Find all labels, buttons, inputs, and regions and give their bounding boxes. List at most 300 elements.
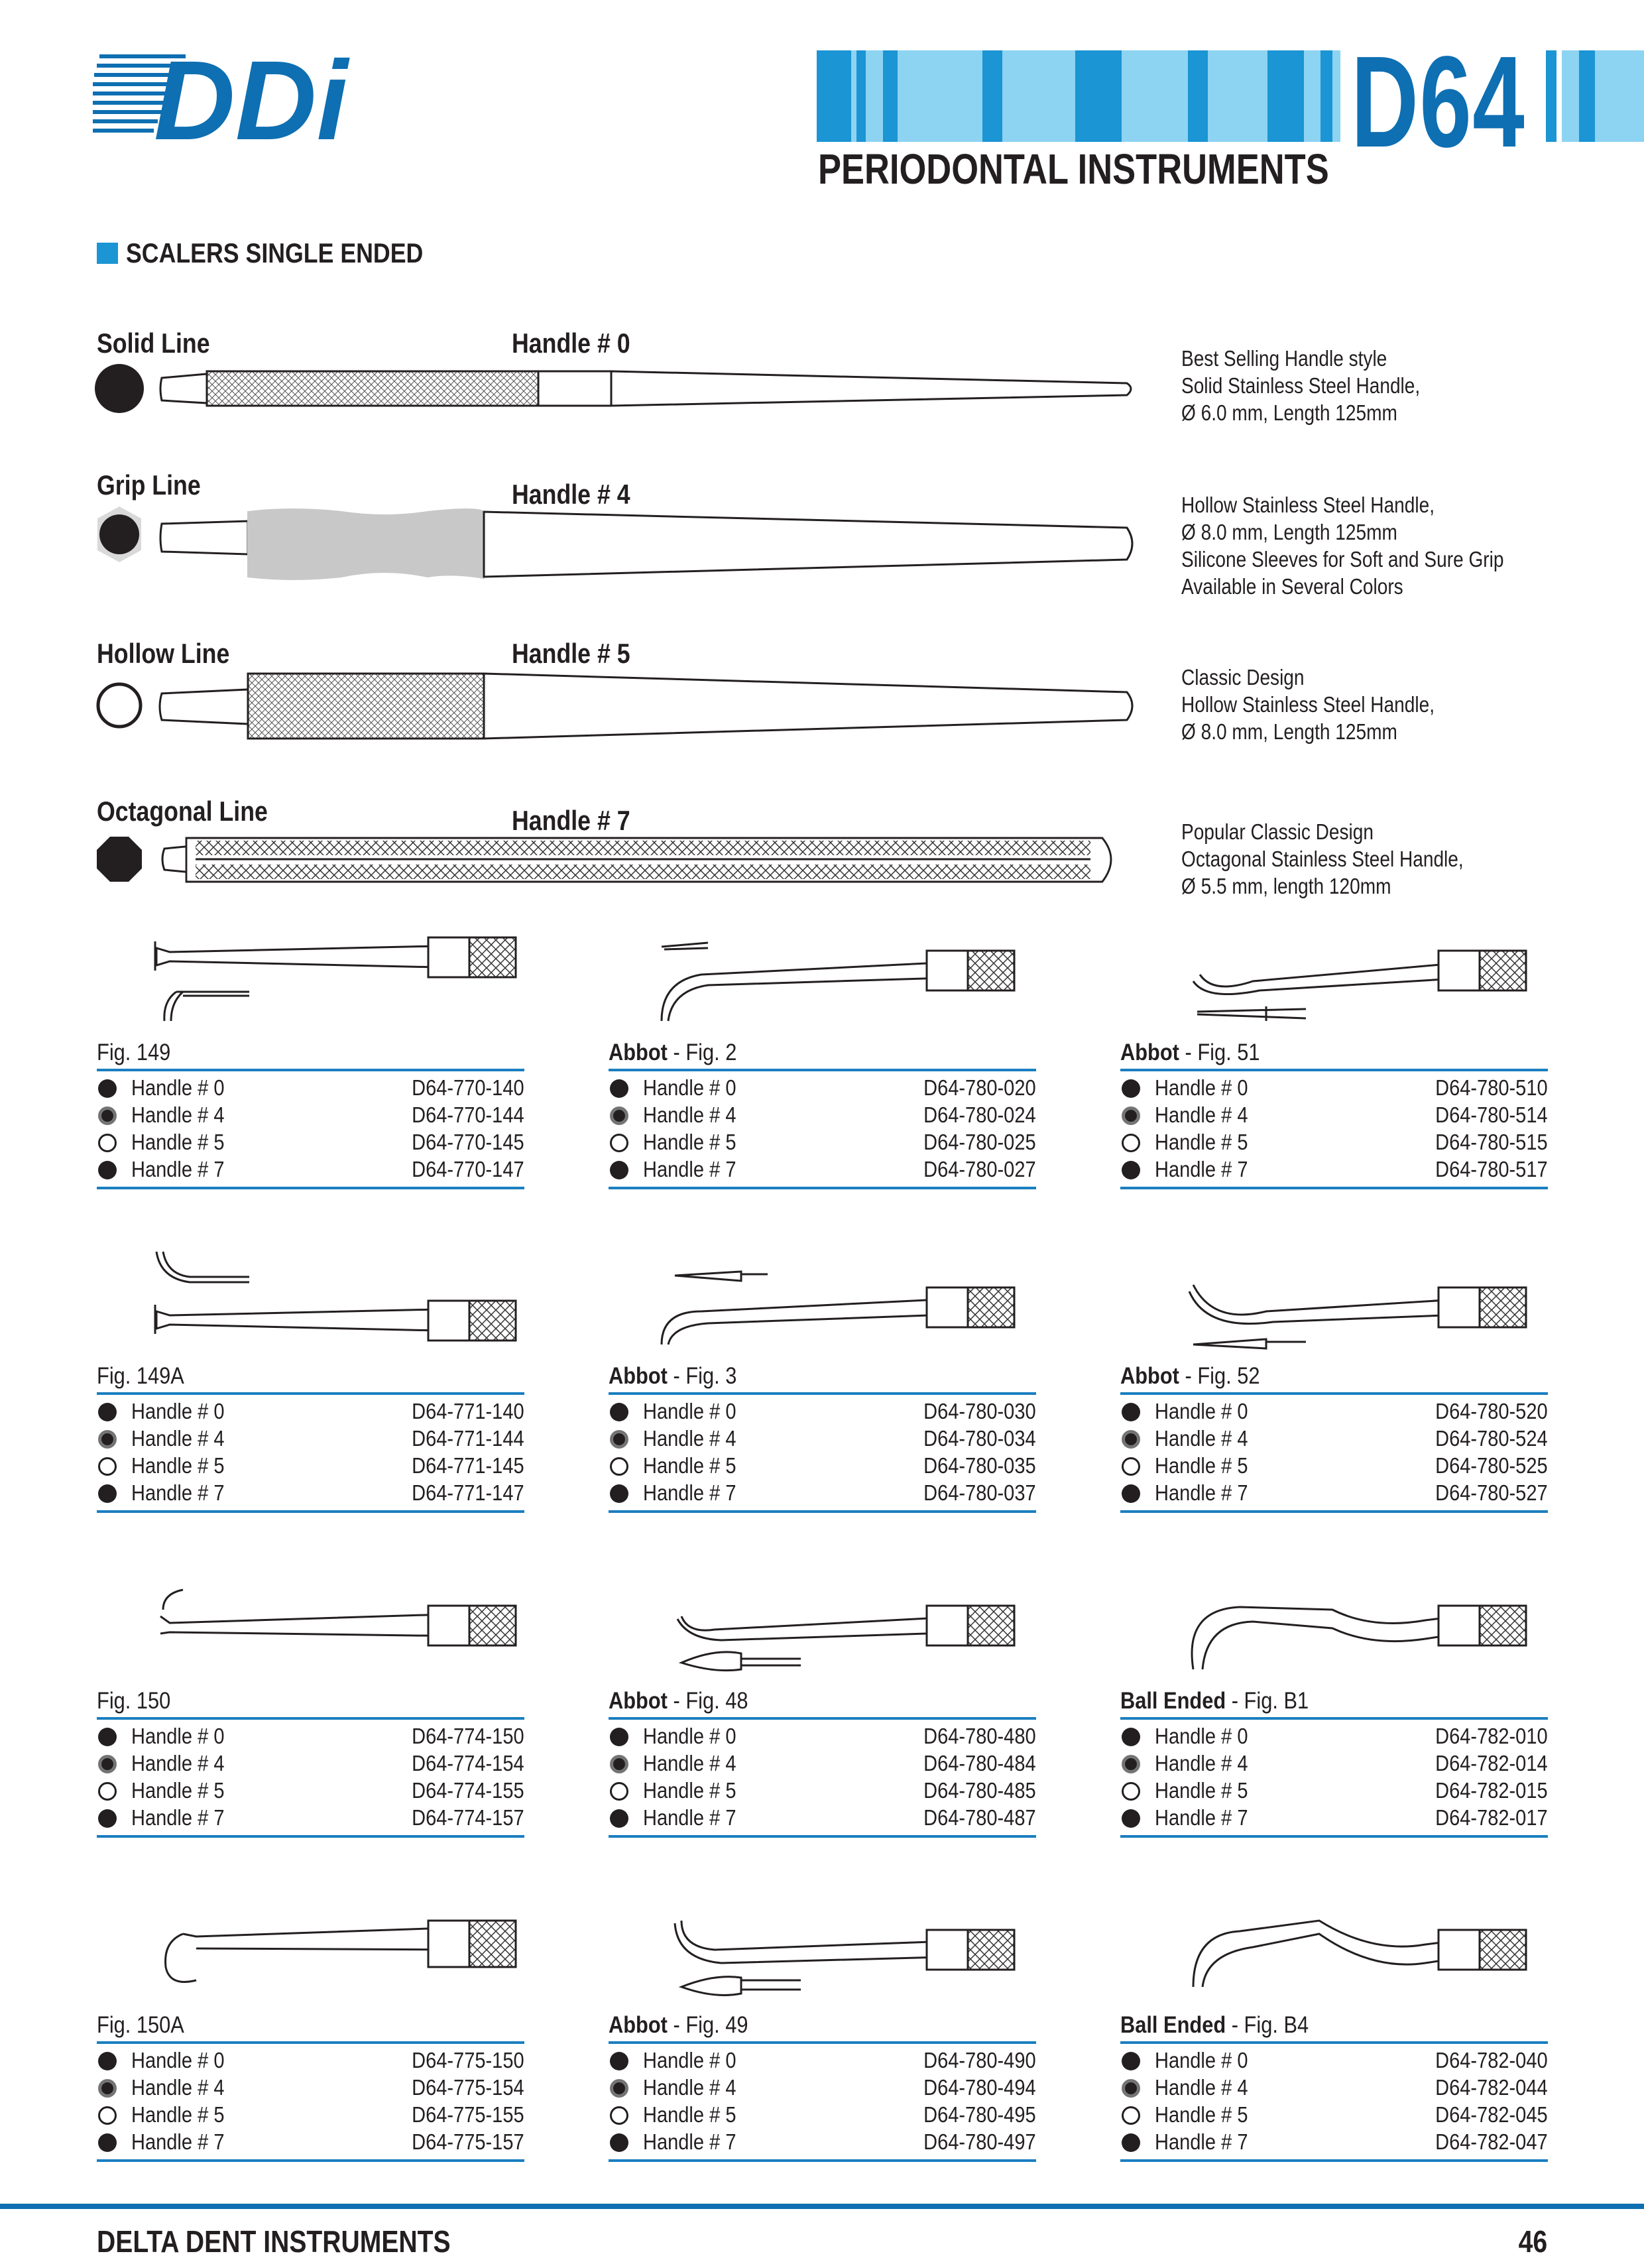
footer-bar [0, 2204, 1644, 2209]
logo-text: DDi [154, 46, 348, 146]
variant-row [97, 1778, 524, 1805]
instrument-illustration [1120, 1245, 1548, 1351]
variant-row [609, 1103, 1036, 1130]
product-figure: - Fig. B1 [1226, 1688, 1309, 1714]
title-rule [609, 1392, 1036, 1395]
handle-type-icon [1122, 1457, 1140, 1476]
handle-type-icon [610, 2133, 628, 2152]
product-code: D64-780-497 [923, 2129, 1036, 2154]
handle-type-icon [610, 1809, 628, 1828]
catalog-title: PERIODONTAL INSTRUMENTS [818, 145, 1329, 193]
handle-type-icon [610, 1134, 628, 1152]
handle-type-icon [98, 2106, 117, 2125]
bottom-rule [97, 2159, 524, 2162]
handle-type-icon [98, 1809, 117, 1828]
variant-row [609, 2102, 1036, 2129]
handle-type-icon [610, 1728, 628, 1746]
handle-desc-line: Silicone Sleeves for Soft and Sure Grip [1181, 547, 1504, 571]
instrument-illustration [97, 922, 524, 1028]
variant-handle: Handle # 0 [1155, 1075, 1248, 1100]
bottom-rule [97, 1835, 524, 1838]
variant-handle: Handle # 7 [643, 2129, 736, 2154]
variant-handle: Handle # 5 [1155, 1778, 1248, 1803]
handle-type-icon [1122, 2133, 1140, 2152]
product-code: D64-774-150 [412, 1724, 524, 1748]
product-code: D64-780-484 [923, 1751, 1036, 1775]
page-number: 46 [1518, 2224, 1547, 2259]
handle-type-icon [610, 2106, 628, 2125]
handle-type-icon [610, 2079, 628, 2098]
variant-row [609, 1480, 1036, 1508]
handle-7-drawing [93, 829, 1147, 888]
section-marker [97, 243, 118, 264]
handle-label-0: Handle # 0 [512, 328, 630, 359]
variant-handle: Handle # 4 [643, 1103, 736, 1127]
variant-handle: Handle # 4 [131, 1103, 225, 1127]
product-title [609, 2012, 748, 2039]
section-title: SCALERS SINGLE ENDED [126, 237, 424, 269]
product-figure: - Fig. 51 [1179, 1040, 1260, 1065]
variant-row [609, 1805, 1036, 1832]
product-title [97, 1688, 170, 1714]
handle-type-icon [610, 1782, 628, 1801]
title-rule [609, 1069, 1036, 1071]
product-code: D64-780-037 [923, 1480, 1036, 1505]
variant-list [609, 2048, 1036, 2157]
title-rule [1120, 1717, 1548, 1720]
instrument-illustration [97, 1570, 524, 1676]
product-figure: - Fig. 3 [667, 1363, 737, 1389]
variant-row [1120, 2075, 1548, 2102]
variant-handle: Handle # 5 [1155, 1453, 1248, 1478]
variant-handle: Handle # 4 [643, 2075, 736, 2100]
variant-row [97, 1805, 524, 1832]
product-title [97, 1040, 170, 1066]
handle-desc-line: Hollow Stainless Steel Handle, [1181, 692, 1435, 717]
variant-list [97, 1724, 524, 1832]
product-code: D64-771-144 [412, 1426, 524, 1451]
product-code: D64-782-040 [1435, 2048, 1548, 2072]
octagonal-line-icon [97, 837, 142, 882]
title-rule [97, 2041, 524, 2044]
handle-5-drawing [93, 670, 1147, 743]
product-code: D64-780-027 [923, 1157, 1036, 1181]
title-rule [97, 1392, 524, 1395]
handle-desc-line: Available in Several Colors [1181, 574, 1403, 599]
variant-list [1120, 1075, 1548, 1184]
product-code: D64-774-154 [412, 1751, 524, 1775]
product-code: D64-780-025 [923, 1130, 1036, 1154]
solid-line-icon [95, 364, 144, 413]
handle-type-icon [610, 1403, 628, 1421]
product-title [609, 1688, 748, 1714]
product-code: D64-774-155 [412, 1778, 524, 1803]
variant-handle: Handle # 0 [131, 1075, 225, 1100]
variant-row [97, 2129, 524, 2157]
handle-type-icon [1122, 1430, 1140, 1449]
product-code: D64-782-044 [1435, 2075, 1548, 2100]
variant-list [609, 1724, 1036, 1832]
product-code: D64-780-034 [923, 1426, 1036, 1451]
variant-handle: Handle # 4 [643, 1751, 736, 1775]
variant-row [97, 2102, 524, 2129]
product-code: D64-780-030 [923, 1399, 1036, 1423]
variant-handle: Handle # 7 [131, 1805, 225, 1830]
bottom-rule [1120, 1510, 1548, 1513]
variant-row [1120, 1103, 1548, 1130]
product-series: Ball Ended [1120, 2012, 1226, 2038]
bottom-rule [1120, 1835, 1548, 1838]
variant-row [97, 1426, 524, 1453]
product-series: Ball Ended [1120, 1688, 1226, 1714]
handle-desc-line: Solid Stainless Steel Handle, [1181, 373, 1421, 398]
variant-row [1120, 1778, 1548, 1805]
variant-row [1120, 1426, 1548, 1453]
handle-type-icon [1122, 1728, 1140, 1746]
product-series: Abbot [609, 1688, 668, 1714]
variant-handle: Handle # 0 [643, 2048, 736, 2072]
handle-desc-line: Ø 8.0 mm, Length 125mm [1181, 719, 1397, 744]
product-code: D64-775-150 [412, 2048, 524, 2072]
variant-list [1120, 2048, 1548, 2157]
variant-row [609, 1751, 1036, 1778]
handle-type-icon [98, 1755, 117, 1773]
product-code: D64-775-154 [412, 2075, 524, 2100]
variant-handle: Handle # 7 [131, 2129, 225, 2154]
variant-handle: Handle # 0 [131, 2048, 225, 2072]
variant-handle: Handle # 0 [643, 1399, 736, 1423]
handle-type-icon [1122, 1403, 1140, 1421]
variant-row [1120, 1157, 1548, 1184]
variant-row [609, 1453, 1036, 1480]
variant-handle: Handle # 4 [1155, 1426, 1248, 1451]
handle-label-4: Handle # 4 [512, 479, 630, 510]
handle-type-icon [98, 1161, 117, 1179]
handle-type-icon [1122, 1809, 1140, 1828]
handle-desc-line: Ø 8.0 mm, Length 125mm [1181, 520, 1397, 544]
variant-handle: Handle # 5 [131, 1453, 225, 1478]
variant-list [1120, 1724, 1548, 1832]
variant-row [609, 2048, 1036, 2075]
handle-type-icon [98, 1457, 117, 1476]
handle-desc-line: Ø 6.0 mm, Length 125mm [1181, 400, 1397, 425]
variant-row [1120, 1130, 1548, 1157]
handle-type-icon [98, 1484, 117, 1503]
variant-handle: Handle # 5 [643, 1778, 736, 1803]
product-series: Abbot [609, 1040, 668, 1065]
variant-handle: Handle # 0 [131, 1724, 225, 1748]
product-code: D64-771-140 [412, 1399, 524, 1423]
handle-label-5: Handle # 5 [512, 638, 630, 669]
product-code: D64-782-045 [1435, 2102, 1548, 2127]
variant-row [97, 1399, 524, 1426]
bottom-rule [97, 1187, 524, 1189]
instrument-illustration [1120, 1894, 1548, 2000]
variant-row [1120, 1480, 1548, 1508]
variant-handle: Handle # 4 [1155, 1751, 1248, 1775]
product-code: D64-770-145 [412, 1130, 524, 1154]
variant-list [609, 1075, 1036, 1184]
product-figure: - Fig. 48 [667, 1688, 748, 1714]
variant-row [609, 2075, 1036, 2102]
product-series: Abbot [1120, 1363, 1179, 1389]
instrument-illustration [609, 1894, 1036, 2000]
product-code: D64-780-520 [1435, 1399, 1548, 1423]
handle-type-icon [610, 1755, 628, 1773]
variant-handle: Handle # 7 [1155, 2129, 1248, 2154]
variant-handle: Handle # 4 [131, 1751, 225, 1775]
handle-type-icon [1122, 2052, 1140, 2070]
product-code: D64-780-490 [923, 2048, 1036, 2072]
product-code: D64-771-145 [412, 1453, 524, 1478]
hollow-line-icon [98, 684, 141, 727]
bottom-rule [1120, 1187, 1548, 1189]
handle-type-icon [1122, 1755, 1140, 1773]
variant-handle: Handle # 4 [1155, 2075, 1248, 2100]
variant-handle: Handle # 5 [643, 1453, 736, 1478]
variant-handle: Handle # 4 [643, 1426, 736, 1451]
product-series: Abbot [609, 1363, 668, 1389]
variant-list [97, 1399, 524, 1508]
product-code: D64-782-010 [1435, 1724, 1548, 1748]
product-title [609, 1363, 736, 1390]
product-code: D64-780-020 [923, 1075, 1036, 1100]
handle-type-icon [1122, 1484, 1140, 1503]
handle-type-icon [98, 1430, 117, 1449]
handle-type-icon [610, 1106, 628, 1125]
variant-row [1120, 1805, 1548, 1832]
product-code: D64-780-024 [923, 1103, 1036, 1127]
variant-handle: Handle # 7 [131, 1157, 225, 1181]
variant-handle: Handle # 0 [1155, 2048, 1248, 2072]
variant-handle: Handle # 4 [131, 2075, 225, 2100]
variant-handle: Handle # 7 [1155, 1157, 1248, 1181]
bottom-rule [97, 1510, 524, 1513]
line-name-hollow: Hollow Line [97, 638, 230, 669]
handle-desc-line: Octagonal Stainless Steel Handle, [1181, 847, 1464, 871]
variant-row [609, 1075, 1036, 1103]
handle-type-icon [610, 2052, 628, 2070]
variant-row [97, 1157, 524, 1184]
handle-desc-line: Best Selling Handle style [1181, 346, 1387, 371]
product-title [609, 1040, 736, 1066]
product-figure: - Fig. B4 [1226, 2012, 1309, 2038]
variant-handle: Handle # 0 [131, 1399, 225, 1423]
variant-handle: Handle # 5 [643, 1130, 736, 1154]
variant-row [97, 1724, 524, 1751]
footer-company: DELTA DENT INSTRUMENTS [97, 2224, 451, 2259]
variant-row [1120, 1453, 1548, 1480]
product-code: D64-782-015 [1435, 1778, 1548, 1803]
instrument-illustration [609, 922, 1036, 1028]
variant-row [97, 2075, 524, 2102]
handle-type-icon [98, 2079, 117, 2098]
handle-type-icon [1122, 2079, 1140, 2098]
variant-handle: Handle # 0 [643, 1724, 736, 1748]
handle-type-icon [1122, 1134, 1140, 1152]
variant-handle: Handle # 0 [643, 1075, 736, 1100]
bottom-rule [609, 2159, 1036, 2162]
variant-row [97, 1751, 524, 1778]
handle-type-icon [98, 1106, 117, 1125]
variant-row [609, 1399, 1036, 1426]
title-rule [97, 1717, 524, 1720]
instrument-illustration [1120, 1570, 1548, 1676]
handle-type-icon [1122, 1079, 1140, 1098]
variant-handle: Handle # 5 [1155, 1130, 1248, 1154]
product-code: D64-780-035 [923, 1453, 1036, 1478]
handle-type-icon [1122, 2106, 1140, 2125]
handle-label-7: Handle # 7 [512, 805, 630, 836]
handle-type-icon [610, 1484, 628, 1503]
handle-desc-line: Hollow Stainless Steel Handle, [1181, 493, 1435, 517]
variant-row [609, 2129, 1036, 2157]
product-code: D64-770-144 [412, 1103, 524, 1127]
product-code: D64-780-510 [1435, 1075, 1548, 1100]
variant-list [97, 1075, 524, 1184]
product-figure: Fig. 150A [97, 2012, 184, 2038]
product-code: D64-780-515 [1435, 1130, 1548, 1154]
product-code: D64-780-480 [923, 1724, 1036, 1748]
product-title [1120, 1363, 1260, 1390]
handle-type-icon [610, 1457, 628, 1476]
variant-handle: Handle # 7 [643, 1157, 736, 1181]
variant-row [1120, 1724, 1548, 1751]
variant-list [1120, 1399, 1548, 1508]
variant-row [1120, 2048, 1548, 2075]
handle-desc-line: Popular Classic Design [1181, 819, 1374, 844]
bottom-rule [609, 1835, 1036, 1838]
bottom-rule [1120, 2159, 1548, 2162]
handle-desc-line: Classic Design [1181, 665, 1305, 689]
variant-row [1120, 2102, 1548, 2129]
variant-row [97, 1453, 524, 1480]
title-rule [1120, 1392, 1548, 1395]
product-series: Abbot [609, 2012, 668, 2038]
variant-row [609, 1426, 1036, 1453]
variant-row [1120, 1075, 1548, 1103]
title-rule [1120, 2041, 1548, 2044]
product-code: D64-780-487 [923, 1805, 1036, 1830]
handle-4-drawing [93, 504, 1147, 583]
line-name-solid: Solid Line [97, 328, 210, 359]
product-code: D64-780-527 [1435, 1480, 1548, 1505]
product-code: D64-775-157 [412, 2129, 524, 2154]
title-rule [609, 2041, 1036, 2044]
variant-row [1120, 2129, 1548, 2157]
variant-handle: Handle # 7 [131, 1480, 225, 1505]
product-figure: Fig. 149A [97, 1363, 184, 1389]
handle-desc-line: Ø 5.5 mm, length 120mm [1181, 874, 1391, 898]
title-rule [609, 1717, 1036, 1720]
product-code: D64-770-147 [412, 1157, 524, 1181]
variant-row [1120, 1399, 1548, 1426]
handle-type-icon [1122, 1161, 1140, 1179]
handle-type-icon [98, 1134, 117, 1152]
line-name-grip: Grip Line [97, 469, 201, 501]
product-code: D64-774-157 [412, 1805, 524, 1830]
variant-handle: Handle # 5 [131, 1778, 225, 1803]
product-code: D64-770-140 [412, 1075, 524, 1100]
bottom-rule [609, 1187, 1036, 1189]
title-rule [97, 1069, 524, 1071]
ddi-logo [93, 46, 351, 146]
product-code: D64-780-495 [923, 2102, 1036, 2127]
instrument-illustration [609, 1570, 1036, 1676]
variant-row [97, 1130, 524, 1157]
handle-type-icon [98, 2133, 117, 2152]
line-name-octagonal: Octagonal Line [97, 796, 268, 827]
handle-type-icon [98, 2052, 117, 2070]
variant-handle: Handle # 7 [643, 1805, 736, 1830]
variant-row [609, 1157, 1036, 1184]
product-code: D64-780-494 [923, 2075, 1036, 2100]
variant-handle: Handle # 5 [1155, 2102, 1248, 2127]
handle-type-icon [98, 1403, 117, 1421]
product-series: Abbot [1120, 1040, 1179, 1065]
variant-row [609, 1724, 1036, 1751]
variant-handle: Handle # 7 [1155, 1805, 1248, 1830]
product-code: D64-780-525 [1435, 1453, 1548, 1478]
product-title [1120, 1688, 1309, 1714]
variant-handle: Handle # 4 [131, 1426, 225, 1451]
handle-type-icon [98, 1782, 117, 1801]
handle-type-icon [610, 1079, 628, 1098]
variant-row [609, 1130, 1036, 1157]
product-code: D64-775-155 [412, 2102, 524, 2127]
product-code: D64-782-014 [1435, 1751, 1548, 1775]
handle-type-icon [1122, 1106, 1140, 1125]
variant-row [1120, 1751, 1548, 1778]
variant-handle: Handle # 5 [131, 1130, 225, 1154]
variant-handle: Handle # 7 [1155, 1480, 1248, 1505]
instrument-illustration [97, 1245, 524, 1351]
handle-type-icon [98, 1079, 117, 1098]
variant-handle: Handle # 7 [643, 1480, 736, 1505]
variant-list [609, 1399, 1036, 1508]
variant-handle: Handle # 0 [1155, 1724, 1248, 1748]
variant-handle: Handle # 5 [131, 2102, 225, 2127]
variant-handle: Handle # 4 [1155, 1103, 1248, 1127]
handle-0-drawing [93, 358, 1147, 418]
variant-row [97, 2048, 524, 2075]
instrument-illustration [1120, 922, 1548, 1028]
product-figure: - Fig. 52 [1179, 1363, 1260, 1389]
product-figure: - Fig. 2 [667, 1040, 737, 1065]
instrument-illustration [609, 1245, 1036, 1351]
variant-row [97, 1480, 524, 1508]
product-code: D64-780-517 [1435, 1157, 1548, 1181]
variant-row [609, 1778, 1036, 1805]
product-figure: - Fig. 49 [667, 2012, 748, 2038]
product-figure: Fig. 150 [97, 1688, 171, 1714]
variant-row [97, 1103, 524, 1130]
product-title [97, 2012, 184, 2039]
variant-list [97, 2048, 524, 2157]
product-code: D64-782-017 [1435, 1805, 1548, 1830]
bottom-rule [609, 1510, 1036, 1513]
variant-row [97, 1075, 524, 1103]
handle-type-icon [610, 1430, 628, 1449]
product-figure: Fig. 149 [97, 1040, 171, 1065]
product-title [1120, 2012, 1309, 2039]
handle-type-icon [98, 1728, 117, 1746]
product-code: D64-780-514 [1435, 1103, 1548, 1127]
product-code: D64-780-524 [1435, 1426, 1548, 1451]
product-code: D64-782-047 [1435, 2129, 1548, 2154]
handle-type-icon [610, 1161, 628, 1179]
product-title [97, 1363, 184, 1390]
